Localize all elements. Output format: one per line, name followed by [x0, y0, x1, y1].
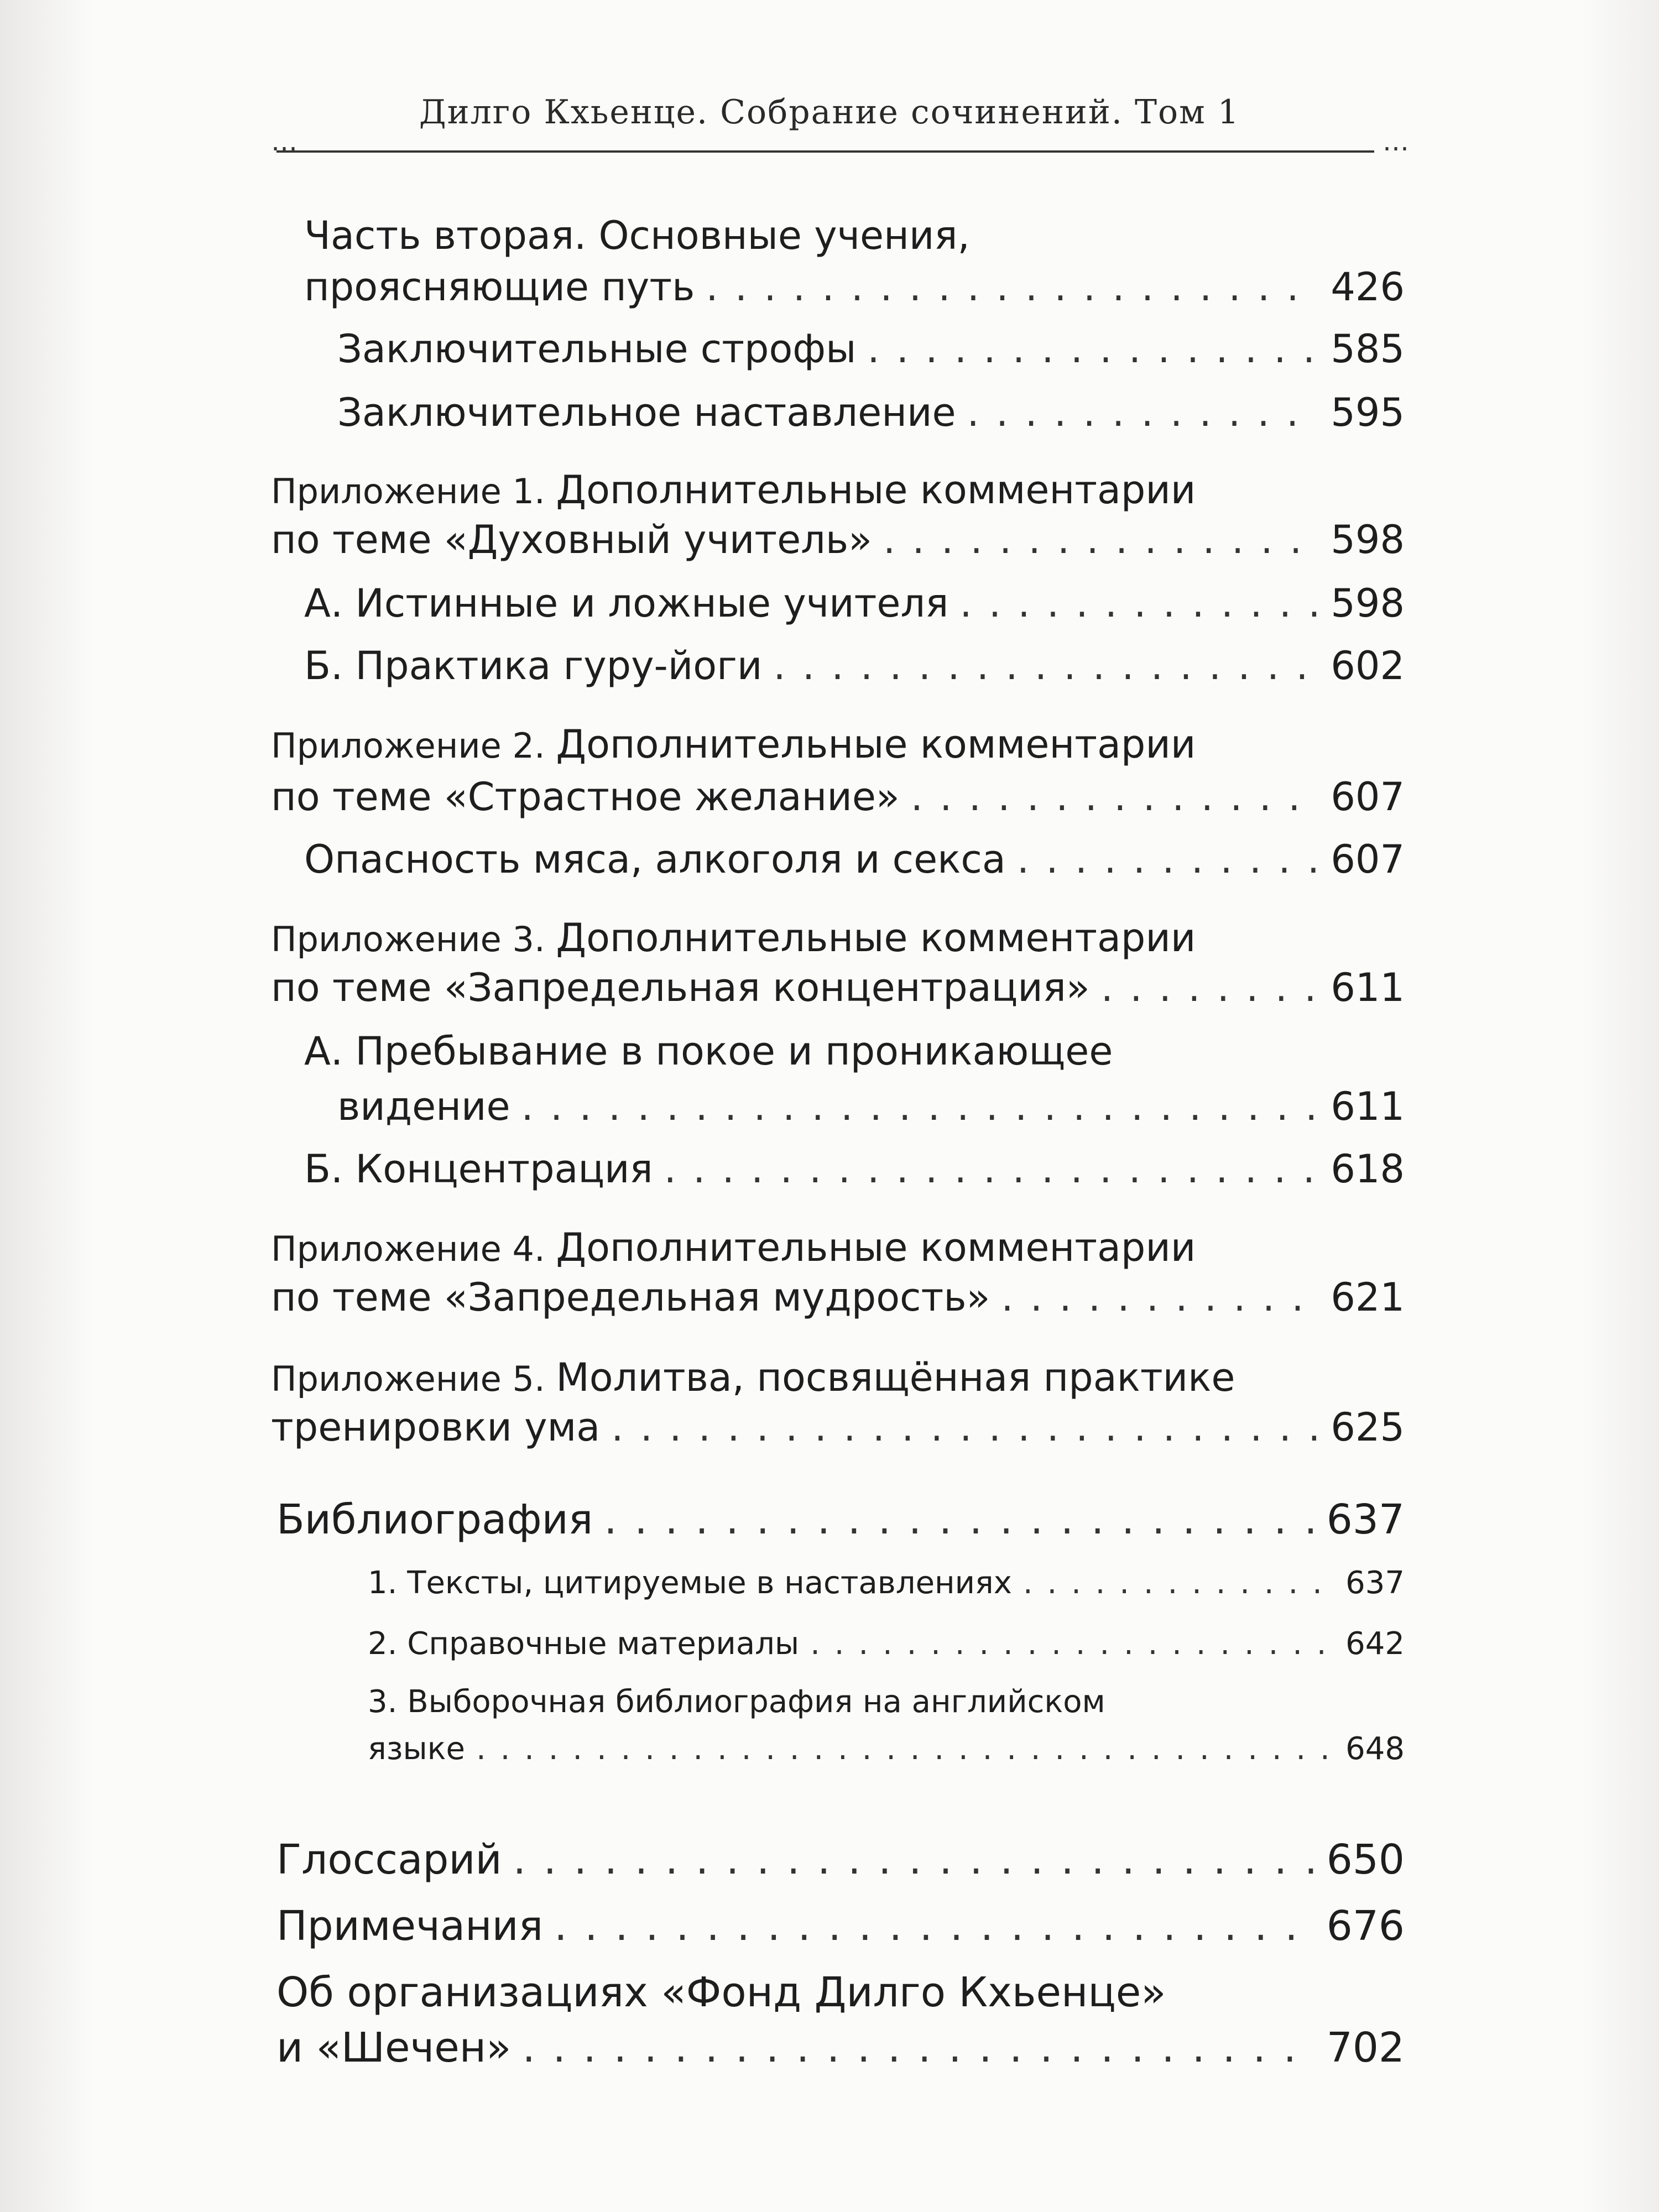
toc-appendix3-heading	[271, 915, 1196, 961]
toc-entry-title: Глоссарий	[276, 1836, 502, 1884]
toc-page-number: 702	[1326, 2024, 1405, 2072]
toc-entry-title: Заключительное наставление	[337, 390, 956, 435]
dot-leader	[967, 390, 1320, 435]
running-header: Дилго Кхьенце. Собрание сочинений. Том 1	[419, 93, 1240, 132]
toc-entry-title: Примечания	[276, 1902, 544, 1950]
appendix-prefix: Приложение 2.	[271, 726, 545, 766]
toc-entry-title: тренировки ума	[271, 1405, 601, 1450]
dot-leader	[604, 1496, 1316, 1543]
appendix-title: Дополнительные комментарии	[556, 915, 1196, 961]
toc-entry-title: Б. Практика гуру-йоги	[304, 643, 763, 688]
toc-entry-appendix3-a	[337, 1084, 1405, 1129]
toc-entry-title: проясняющие путь	[304, 264, 695, 310]
dot-leader	[522, 2024, 1315, 2072]
toc-page-number: 585	[1331, 326, 1405, 372]
toc-entry-title: видение	[337, 1084, 510, 1129]
dot-leader	[554, 1902, 1316, 1950]
toc-page-number: 602	[1331, 643, 1405, 688]
dot-leader	[611, 1405, 1319, 1450]
dot-leader	[773, 643, 1319, 688]
dot-leader	[706, 264, 1319, 310]
toc-entry-title: по теме «Духовный учитель»	[271, 517, 872, 562]
toc-entry-appendix4	[271, 1275, 1405, 1320]
toc-entry-title: Библиография	[276, 1496, 593, 1543]
dot-leader	[883, 517, 1319, 562]
toc-appendix4-heading	[271, 1225, 1196, 1270]
toc-page-number: 607	[1331, 774, 1405, 820]
toc-entry-title: и «Шечен»	[276, 2024, 512, 2072]
toc-appendix3-a-title: А. Пребывание в покое и проникающее	[304, 1029, 1113, 1074]
dot-leader	[521, 1084, 1320, 1129]
page-shadow-left	[0, 0, 94, 2212]
dot-leader	[476, 1731, 1334, 1767]
toc-page-number: 598	[1331, 517, 1405, 562]
appendix-prefix: Приложение 3.	[271, 919, 545, 959]
page-shadow-right	[1582, 0, 1659, 2212]
appendix-prefix: Приложение 1.	[271, 471, 545, 512]
toc-entry-title: по теме «Страстное желание»	[271, 774, 900, 820]
toc-page-number: 648	[1345, 1731, 1405, 1767]
appendix-title: Дополнительные комментарии	[556, 1225, 1196, 1270]
appendix-prefix: Приложение 5.	[271, 1359, 545, 1399]
dot-leader	[867, 326, 1319, 372]
toc-entry-appendix1-b	[304, 643, 1405, 688]
dot-leader	[810, 1626, 1334, 1662]
toc-page-number: 607	[1331, 837, 1405, 882]
toc-page-number: 611	[1331, 1084, 1405, 1129]
toc-page-number: 637	[1326, 1496, 1405, 1543]
toc-entry-title: А. Истинные и ложные учителя	[304, 581, 949, 626]
dot-leader	[1001, 1275, 1319, 1320]
header-rule-dots-right: …	[1383, 126, 1412, 157]
dot-leader	[664, 1146, 1320, 1192]
dot-leader	[513, 1836, 1316, 1884]
toc-entry-title: языке	[368, 1731, 465, 1767]
toc-entry-appendix5	[271, 1405, 1405, 1450]
toc-page-number: 642	[1345, 1626, 1405, 1662]
toc-entry-appendix3-b	[304, 1146, 1405, 1192]
toc-entry-glossary	[276, 1836, 1405, 1884]
toc-page-number: 426	[1331, 264, 1405, 310]
toc-page-number: 676	[1326, 1902, 1405, 1950]
appendix-title: Дополнительные комментарии	[556, 722, 1196, 767]
toc-page-number: 621	[1331, 1275, 1405, 1320]
toc-entry-part2	[304, 264, 1405, 310]
toc-page-number: 618	[1331, 1146, 1405, 1192]
toc-entry-bib-3	[368, 1731, 1405, 1767]
toc-entry-title: Заключительные строфы	[337, 326, 857, 372]
toc-appendix5-heading	[271, 1355, 1235, 1400]
toc-entry-title: Б. Концентрация	[304, 1146, 653, 1192]
toc-page-number: 625	[1331, 1405, 1405, 1450]
dot-leader	[1101, 965, 1320, 1010]
toc-entry-orgs	[276, 2024, 1405, 2072]
toc-entry-title: по теме «Запредельная мудрость»	[271, 1275, 990, 1320]
toc-page-number: 650	[1326, 1836, 1405, 1884]
toc-entry-bib-2	[368, 1626, 1405, 1662]
appendix-title: Молитва, посвящённая практике	[556, 1355, 1235, 1400]
toc-page-number: 595	[1331, 390, 1405, 435]
toc-entry-title: по теме «Запредельная концентрация»	[271, 965, 1090, 1010]
appendix-prefix: Приложение 4.	[271, 1229, 545, 1269]
dot-leader	[1017, 837, 1320, 882]
toc-part2-title: Часть вторая. Основные учения,	[304, 213, 970, 258]
toc-entry-title: Опасность мяса, алкоголя и секса	[304, 837, 1006, 882]
appendix-title: Дополнительные комментарии	[556, 467, 1196, 513]
dot-leader	[1023, 1565, 1334, 1601]
dot-leader	[911, 774, 1320, 820]
toc-entry-appendix1	[271, 517, 1405, 562]
toc-entry-bibliography	[276, 1496, 1405, 1543]
toc-page-number: 611	[1331, 965, 1405, 1010]
toc-orgs-title: Об организациях «Фонд Дилго Кхьенце»	[276, 1969, 1166, 2016]
toc-bib-3-title: 3. Выборочная библиография на английском	[368, 1684, 1105, 1720]
header-rule	[276, 150, 1374, 153]
toc-entry-title: 2. Справочные материалы	[368, 1626, 800, 1662]
toc-entry-appendix2-a	[304, 837, 1405, 882]
toc-appendix1-heading	[271, 467, 1196, 513]
toc-page-number: 598	[1331, 581, 1405, 626]
toc-entry-closing-stanzas	[337, 326, 1405, 372]
toc-page-number: 637	[1345, 1565, 1405, 1601]
toc-entry-closing-instruction	[337, 390, 1405, 435]
header-rule-dots-left: …	[271, 126, 301, 157]
toc-entry-appendix1-a	[304, 581, 1405, 626]
toc-entry-appendix2	[271, 774, 1405, 820]
dot-leader	[959, 581, 1319, 626]
toc-entry-appendix3	[271, 965, 1405, 1010]
toc-entry-title: 1. Тексты, цитируемые в наставлениях	[368, 1565, 1012, 1601]
toc-appendix2-heading	[271, 722, 1196, 767]
toc-entry-notes	[276, 1902, 1405, 1950]
toc-entry-bib-1	[368, 1565, 1405, 1601]
